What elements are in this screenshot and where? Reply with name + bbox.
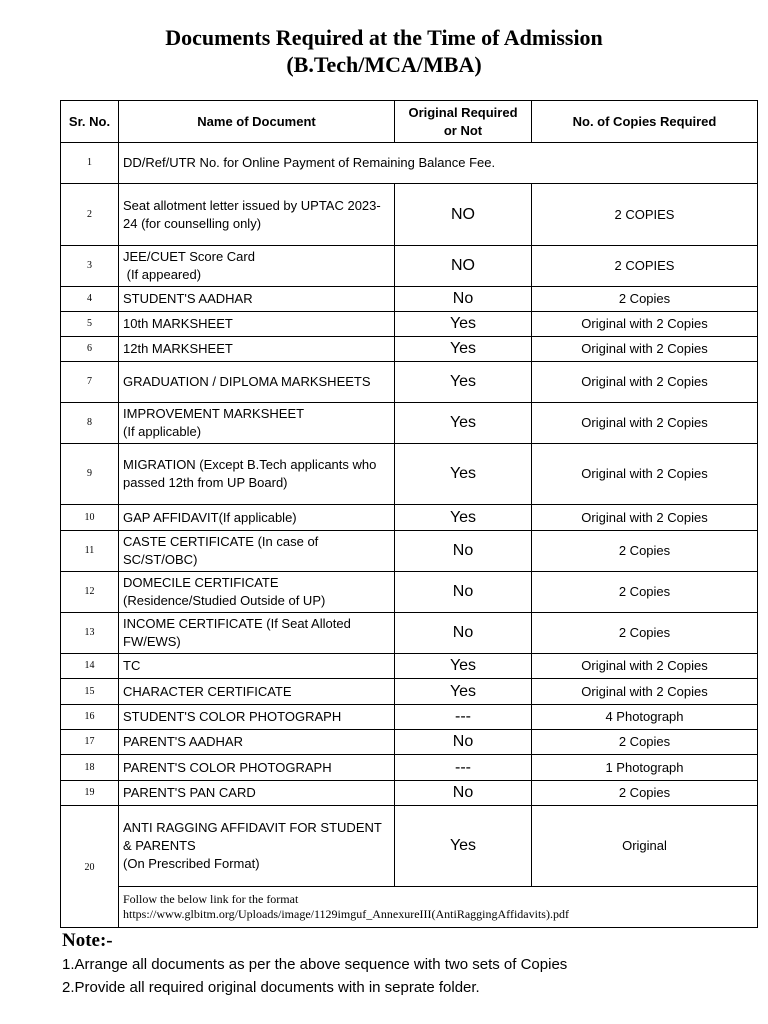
table-row — [61, 143, 758, 184]
sr-no: 10 — [61, 505, 119, 531]
document-name-line1: DOMECILE CERTIFICATE — [123, 575, 279, 590]
header-original-line1: Original Required — [408, 104, 518, 120]
table-row — [61, 403, 758, 444]
copies-required: 1 Photograph — [532, 755, 758, 781]
document-name: DD/Ref/UTR No. for Online Payment of Remaining Balance Fee. — [119, 143, 758, 184]
copies-required: 2 Copies — [532, 613, 758, 654]
note-item-1: 1.Arrange all documents as per the above sequence with two sets of Copies — [62, 956, 568, 973]
document-name: PARENT'S PAN CARD — [119, 781, 395, 806]
sr-no: 20 — [61, 806, 119, 928]
sr-no: 19 — [61, 781, 119, 806]
sr-no: 9 — [61, 444, 119, 505]
document-name-line2: (On Prescribed Format) — [123, 856, 260, 871]
table-row — [61, 613, 758, 654]
original-required: Yes — [395, 337, 532, 362]
table-row — [61, 654, 758, 679]
header-copies-required: No. of Copies Required — [532, 101, 758, 143]
copies-required: Original with 2 Copies — [532, 362, 758, 403]
original-required: Yes — [395, 679, 532, 705]
copies-required: 2 Copies — [532, 730, 758, 755]
document-name: 12th MARKSHEET — [119, 337, 395, 362]
document-name: CHARACTER CERTIFICATE — [119, 679, 395, 705]
document-name-line1: JEE/CUET Score Card — [123, 249, 255, 264]
original-required: No — [395, 781, 532, 806]
original-required: Yes — [395, 654, 532, 679]
table-row — [61, 246, 758, 287]
document-name: TC — [119, 654, 395, 679]
document-name: MIGRATION (Except B.Tech applicants who passed 12th from UP Board) — [119, 444, 395, 505]
header-original-line2: or Not — [443, 122, 483, 138]
table-row — [61, 730, 758, 755]
sr-no: 13 — [61, 613, 119, 654]
original-required: No — [395, 287, 532, 312]
original-required: No — [395, 613, 532, 654]
document-name: 10th MARKSHEET — [119, 312, 395, 337]
copies-required: 2 COPIES — [532, 184, 758, 246]
copies-required: Original — [532, 806, 758, 887]
sr-no: 11 — [61, 531, 119, 572]
table-row — [61, 572, 758, 613]
table-row — [61, 287, 758, 312]
table-row — [61, 806, 758, 887]
original-required: --- — [395, 705, 532, 730]
format-link-note: Follow the below link for the format — [123, 892, 299, 906]
document-name: Seat allotment letter issued by UPTAC 2023-24 (for counselling only) — [119, 184, 395, 246]
copies-required: Original with 2 Copies — [532, 403, 758, 444]
table-row — [61, 312, 758, 337]
copies-required: 2 Copies — [532, 781, 758, 806]
copies-required: Original with 2 Copies — [532, 312, 758, 337]
table-row — [61, 679, 758, 705]
original-required: --- — [395, 755, 532, 781]
original-required: Yes — [395, 312, 532, 337]
sr-no: 1 — [61, 143, 119, 184]
document-name — [119, 403, 395, 444]
page-subtitle: (B.Tech/MCA/MBA) — [286, 52, 482, 77]
sr-no: 3 — [61, 246, 119, 287]
note-item-2: 2.Provide all required original documents with in seprate folder. — [62, 979, 480, 996]
original-required: No — [395, 730, 532, 755]
copies-required: 4 Photograph — [532, 705, 758, 730]
header-original-required — [395, 101, 532, 143]
sr-no: 8 — [61, 403, 119, 444]
original-required: NO — [395, 246, 532, 287]
document-name: STUDENT'S COLOR PHOTOGRAPH — [119, 705, 395, 730]
copies-required: 2 Copies — [532, 531, 758, 572]
copies-required: Original with 2 Copies — [532, 654, 758, 679]
sr-no: 17 — [61, 730, 119, 755]
table-row — [61, 705, 758, 730]
document-name — [119, 806, 395, 887]
sr-no: 16 — [61, 705, 119, 730]
document-name-line1: ANTI RAGGING AFFIDAVIT FOR STUDENT & PARENTS — [123, 820, 382, 853]
document-name — [119, 246, 395, 287]
header-sr-no: Sr. No. — [61, 101, 119, 143]
document-name: PARENT'S COLOR PHOTOGRAPH — [119, 755, 395, 781]
table-row — [61, 887, 758, 928]
copies-required: Original with 2 Copies — [532, 679, 758, 705]
table-row — [61, 337, 758, 362]
copies-required: Original with 2 Copies — [532, 337, 758, 362]
document-name-line2: (Residence/Studied Outside of UP) — [123, 593, 326, 608]
original-required: Yes — [395, 403, 532, 444]
sr-no: 18 — [61, 755, 119, 781]
copies-required: Original with 2 Copies — [532, 505, 758, 531]
document-name: PARENT'S AADHAR — [119, 730, 395, 755]
table-row — [61, 362, 758, 403]
table-row — [61, 444, 758, 505]
original-required: Yes — [395, 505, 532, 531]
document-name: INCOME CERTIFICATE (If Seat Alloted FW/EWS) — [119, 613, 395, 654]
document-name: GAP AFFIDAVIT(If applicable) — [119, 505, 395, 531]
document-name-line2: (If applicable) — [123, 424, 202, 439]
document-name: CASTE CERTIFICATE (In case of SC/ST/OBC) — [119, 531, 395, 572]
table-header-row — [61, 101, 758, 143]
sr-no: 5 — [61, 312, 119, 337]
format-link-url[interactable]: https://www.glbitm.org/Uploads/image/1129imguf_AnnexureIII(AntiRaggingAffidavits).pdf — [123, 907, 569, 921]
note-heading: Note:- — [62, 930, 113, 951]
sr-no: 4 — [61, 287, 119, 312]
sr-no: 15 — [61, 679, 119, 705]
document-name — [119, 572, 395, 613]
header-name-of-document: Name of Document — [119, 101, 395, 143]
copies-required: 2 Copies — [532, 572, 758, 613]
sr-no: 7 — [61, 362, 119, 403]
original-required: Yes — [395, 444, 532, 505]
document-name: GRADUATION / DIPLOMA MARKSHEETS — [119, 362, 395, 403]
document-name-line1: IMPROVEMENT MARKSHEET — [123, 406, 305, 421]
format-link-cell — [119, 887, 758, 928]
copies-required: 2 COPIES — [532, 246, 758, 287]
table-row — [61, 505, 758, 531]
documents-table — [60, 100, 758, 928]
original-required: NO — [395, 184, 532, 246]
document-name: STUDENT'S AADHAR — [119, 287, 395, 312]
document-name-line2: (If appeared) — [123, 267, 202, 282]
original-required: Yes — [395, 362, 532, 403]
original-required: No — [395, 572, 532, 613]
copies-required: Original with 2 Copies — [532, 444, 758, 505]
sr-no: 6 — [61, 337, 119, 362]
sr-no: 14 — [61, 654, 119, 679]
page-title: Documents Required at the Time of Admission — [165, 25, 603, 50]
copies-required: 2 Copies — [532, 287, 758, 312]
table-row — [61, 531, 758, 572]
sr-no: 2 — [61, 184, 119, 246]
original-required: Yes — [395, 806, 532, 887]
original-required: No — [395, 531, 532, 572]
table-row — [61, 755, 758, 781]
sr-no: 12 — [61, 572, 119, 613]
table-row — [61, 184, 758, 246]
table-row — [61, 781, 758, 806]
